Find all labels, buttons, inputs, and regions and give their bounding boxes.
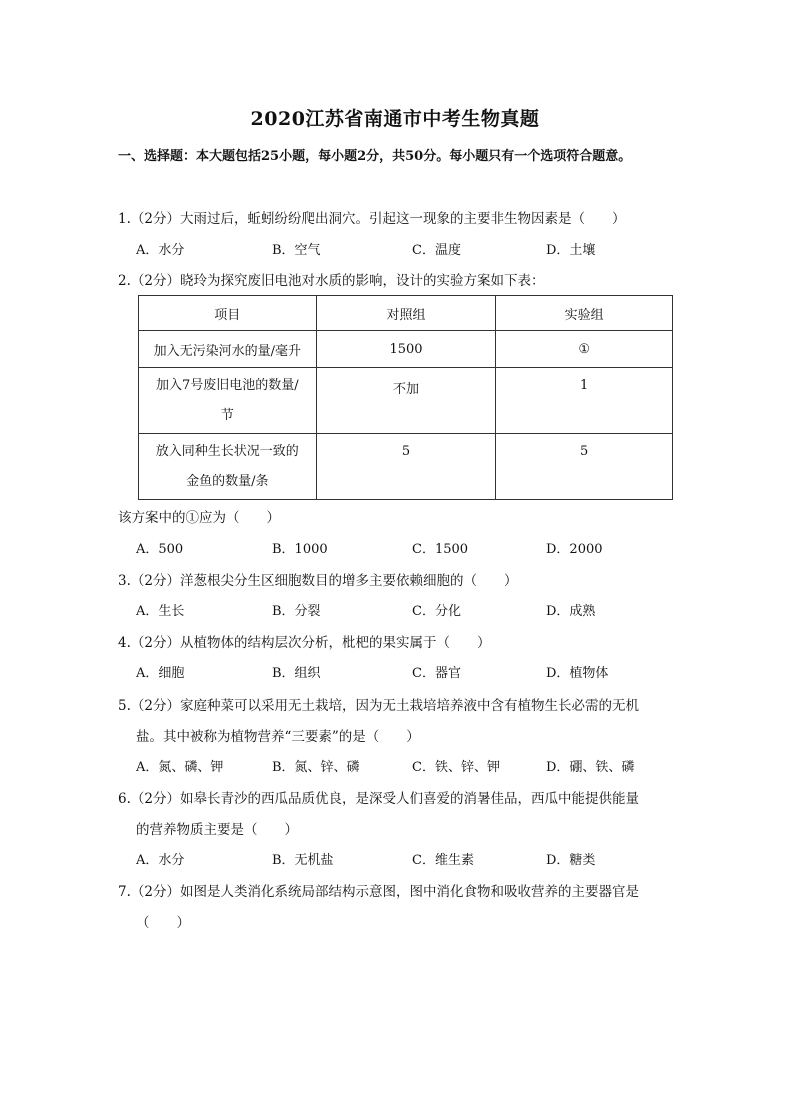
table-row <box>139 434 673 500</box>
option-d: D．硼、铁、磷 <box>546 760 635 775</box>
row1-experiment: ① <box>496 331 673 368</box>
option-d: D．植物体 <box>546 666 609 681</box>
option-c: C．铁、锌、钾 <box>412 760 500 775</box>
question-3-stem: 3.（2分）洋葱根尖分生区细胞数目的增多主要依赖细胞的（ ） <box>118 573 518 589</box>
section-heading: 一、选择题：本大题包括25小题，每小题2分，共50分。每小题只有一个选项符合题意。 <box>118 149 632 164</box>
option-c: C．温度 <box>412 243 461 258</box>
option-b: B．组织 <box>272 666 321 681</box>
question-5-stem-line1: 5.（2分）家庭种菜可以采用无土栽培，因为无土栽培培养液中含有植物生长必需的无机 <box>118 698 639 714</box>
option-b: B．无机盐 <box>272 853 334 868</box>
question-6-stem-line1: 6.（2分）如皋长青沙的西瓜品质优良，是深受人们喜爱的消暑佳品，西瓜中能提供能量 <box>118 791 639 807</box>
question-7-stem-line2: （ ） <box>136 915 190 931</box>
question-6-options <box>136 849 696 869</box>
row2-item <box>139 368 317 434</box>
question-5-options <box>136 756 696 776</box>
row1-control: 1500 <box>316 331 496 368</box>
question-4-options <box>136 662 696 682</box>
option-b: B．1000 <box>272 542 328 557</box>
option-d: D．2000 <box>546 542 603 557</box>
row1-item: 加入无污染河水的量/毫升 <box>139 331 317 368</box>
question-1-options <box>136 239 696 259</box>
table-row <box>139 331 673 368</box>
option-b: B．氮、锌、磷 <box>272 760 360 775</box>
option-a: A．细胞 <box>136 666 185 681</box>
row3-item-line2: 金鱼的数量/条 <box>186 473 269 489</box>
row3-experiment: 5 <box>496 434 673 500</box>
question-6-stem-line2: 的营养物质主要是（ ） <box>136 822 298 838</box>
question-1-stem: 1.（2分）大雨过后，蚯蚓纷纷爬出洞穴。引起这一现象的主要非生物因素是（ ） <box>118 211 626 227</box>
option-a: A．氮、磷、钾 <box>136 760 224 775</box>
row3-control: 5 <box>316 434 496 500</box>
experiment-table <box>138 295 673 500</box>
header-control: 对照组 <box>316 296 496 331</box>
option-a: A．生长 <box>136 604 185 619</box>
option-c: C．维生素 <box>412 853 474 868</box>
option-c: C．1500 <box>412 542 469 557</box>
header-experiment: 实验组 <box>496 296 673 331</box>
question-2-followup: 该方案中的①应为（ ） <box>118 510 280 526</box>
option-b: B．分裂 <box>272 604 321 619</box>
question-2-stem: 2.（2分）晓玲为探究废旧电池对水质的影响，设计的实验方案如下表： <box>118 273 545 289</box>
option-a: A．水分 <box>136 243 185 258</box>
table-header-row <box>139 296 673 331</box>
question-5-stem-line2: 盐。其中被称为植物营养“三要素”的是（ ） <box>136 729 420 745</box>
table-row <box>139 368 673 434</box>
option-d: D．土壤 <box>546 243 596 258</box>
row2-item-line1: 加入7号废旧电池的数量/ <box>155 377 299 393</box>
row3-item-line1: 放入同种生长状况一致的 <box>155 443 299 459</box>
exam-title: 2020江苏省南通市中考生物真题 <box>250 108 540 130</box>
option-a: A．500 <box>136 542 184 557</box>
option-d: D．糖类 <box>546 853 596 868</box>
option-c: C．器官 <box>412 666 461 681</box>
header-item: 项目 <box>139 296 317 331</box>
option-c: C．分化 <box>412 604 461 619</box>
question-3-options <box>136 600 696 620</box>
row2-item-line2: 节 <box>220 407 234 423</box>
option-b: B．空气 <box>272 243 321 258</box>
question-7-stem-line1: 7.（2分）如图是人类消化系统局部结构示意图，图中消化食物和吸收营养的主要器官是 <box>118 884 639 900</box>
row2-experiment: 1 <box>496 368 673 434</box>
row3-item <box>139 434 317 500</box>
question-4-stem: 4.（2分）从植物体的结构层次分析，枇杷的果实属于（ ） <box>118 635 491 651</box>
option-d: D．成熟 <box>546 604 596 619</box>
question-2-options <box>136 538 696 558</box>
option-a: A．水分 <box>136 853 185 868</box>
row2-control: 不加 <box>316 368 496 434</box>
